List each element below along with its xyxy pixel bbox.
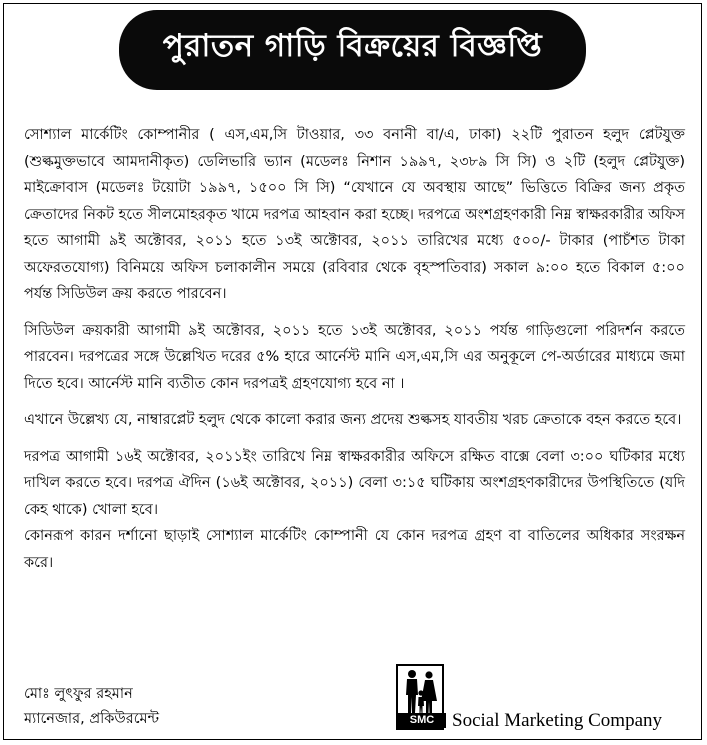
notice-frame	[3, 3, 702, 740]
signatory-name: মোঃ লুৎফুর রহমান	[24, 686, 133, 702]
paragraph-rights-reserved: কোনরূপ কারন দর্শানো ছাড়াই সোশ্যাল মার্কেটিং কোম্পানী যে কোন দরপত্র গ্রহণ বা বাতিলের অধিকার সংরক্ষন করে।	[24, 528, 685, 571]
company-logo	[396, 664, 696, 734]
notice-title: পুরাতন গাড়ি বিক্রয়ের বিজ্ঞপ্তি	[119, 10, 586, 90]
notice-body	[24, 122, 685, 576]
smc-logo-mark	[396, 664, 444, 730]
family-icon	[402, 669, 440, 715]
company-name: Social Marketing Company	[452, 710, 663, 731]
smc-abbreviation: SMC	[398, 713, 446, 728]
signature-block	[24, 682, 159, 732]
paragraph-submission-opening: দরপত্র আগামী ১৬ই অক্টোবর, ২০১১ইং তারিখে নিম্ন স্বাক্ষরকারীর অফিসে রক্ষিত বাক্সে বেলা ৩:০০ ঘটিকার মধ্যে দাখিল করতে হবে। দরপত্র ঐদিন (১৬ই অক্টোবর, ২০১১) বেলা ৩:১৫ ঘটিকায় অংশগ্রহণকারীদের উপস্থিতিতে (যদি কেহ থাকে) খোলা হবে।	[24, 448, 685, 518]
signatory-designation: ম্যানেজার, প্রকিউরমেন্ট	[24, 711, 159, 727]
paragraph-tender-invitation: সোশ্যাল মার্কেটিং কোম্পানীর ( এস,এম,সি টাওয়ার, ৩৩ বনানী বা/এ, ঢাকা) ২২টি পুরাতন হলুদ প্লেটযুক্ত (শুল্কমুক্তভাবে আমদানীকৃত) ডেলিভারি ভ্যান (মডেলঃ নিশান ১৯৯৭, ২৩৮৯ সি সি) ও ২টি (হলুদ প্লেটযুক্ত) মাইক্রোবাস (মডেলঃ টয়োটা ১৯৯৭, ১৫০০ সি সি) “যেখানে যে অবস্থায় আছে” ভিত্তিতে বিক্রির জন্য প্রকৃত ক্রেতাদের নিকট হতে সীলমোহরকৃত খামে দরপত্র আহবান করা হচ্ছে। দরপত্রে অংশগ্রহণকারী নিম্ন স্বাক্ষরকারীর অফিস হতে আগামী ৯ই অক্টোবর, ২০১১ হতে ১৩ই অক্টোবর, ২০১১ তারিখের মধ্যে ৫০০/- টাকার (পাচঁশত টাকা অফেরতযোগ্য) বিনিময়ে অফিস চলাকালীন সময়ে (রবিবার থেকে বৃহস্পতিবার) সকাল ৯:০০ হতে বিকাল ৫:০০ পর্যন্ত সিডিউল ক্রয় করতে পারবেন।	[24, 127, 685, 302]
paragraph-inspection-earnest-money: সিডিউল ক্রয়কারী আগামী ৯ই অক্টোবর, ২০১১ হতে ১৩ই অক্টোবর, ২০১১ পর্যন্ত গাড়িগুলো পরিদর্শন করতে পারবেন। দরপত্রের সঙ্গে উল্লেখিত দরের ৫% হারে আর্নেস্ট মানি এস,এম,সি এর অনুকূলে পে-অর্ডারের মাধ্যমে জমা দিতে হবে। আর্নেস্ট মানি ব্যতীত কোন দরপত্রই গ্রহণযোগ্য হবে না ।	[24, 322, 685, 392]
paragraph-duty-cost: এখানে উল্লেখ্য যে, নাম্বারপ্লেট হলুদ থেকে কালো করার জন্য প্রদেয় শুল্কসহ যাবতীয় খরচ ক্রেতাকে বহন করতে হবে।	[24, 412, 682, 428]
title-banner	[4, 10, 701, 90]
